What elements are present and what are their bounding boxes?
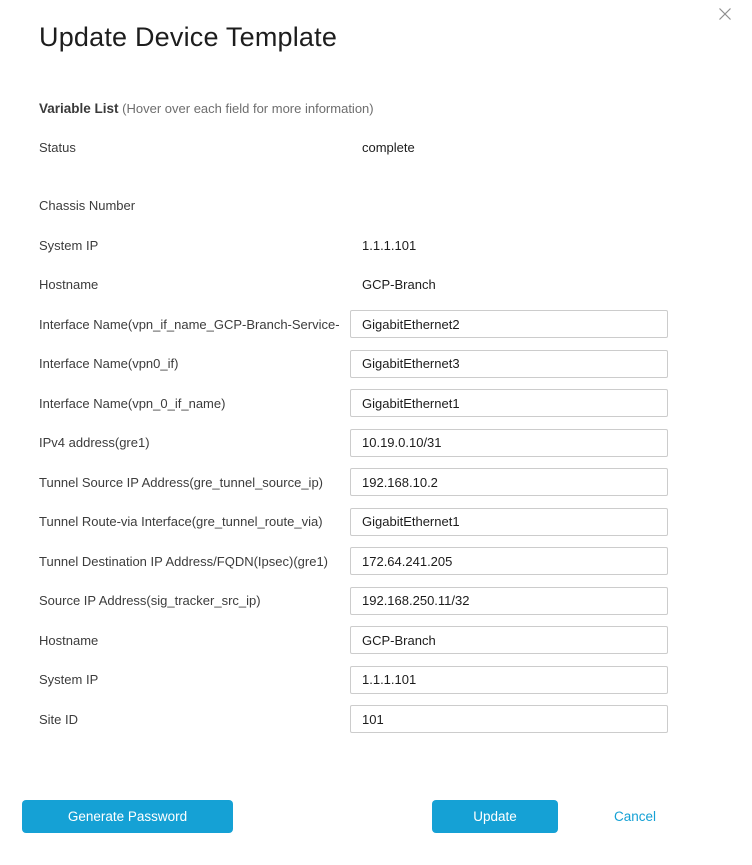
variable-list-header	[39, 100, 668, 117]
field-value: 1.1.1.101	[362, 237, 417, 253]
interface-name-vpn0-if-input[interactable]	[350, 350, 668, 378]
close-button[interactable]	[716, 5, 734, 23]
field-row-system-ip-input	[39, 666, 668, 694]
ipv4-address-gre1-input[interactable]	[350, 429, 668, 457]
field-row-ipv4-address-gre1	[39, 429, 668, 457]
field-label: Source IP Address(sig_tracker_src_ip)	[39, 593, 261, 608]
variable-list-title: Variable List	[39, 101, 119, 116]
field-row-source-ip-tracker	[39, 587, 668, 615]
field-row-interface-name-vpn0-if	[39, 350, 668, 378]
generate-password-button[interactable]: Generate Password	[22, 800, 233, 833]
hostname-input[interactable]	[350, 626, 668, 654]
empty-spacer-row	[39, 173, 668, 192]
source-ip-tracker-input[interactable]	[350, 587, 668, 615]
field-row-site-id	[39, 705, 668, 733]
field-label: Interface Name(vpn_0_if_name)	[39, 395, 226, 411]
tunnel-destination-ip-input[interactable]	[350, 547, 668, 575]
interface-name-service-vpn-input[interactable]	[350, 310, 668, 338]
field-row-chassis-number	[39, 192, 668, 220]
field-label: Tunnel Route-via Interface(gre_tunnel_route_via)	[39, 514, 323, 529]
system-ip-input[interactable]	[350, 666, 668, 694]
field-label: System IP	[39, 672, 99, 687]
field-label: Chassis Number	[39, 198, 136, 213]
field-value: complete	[362, 139, 415, 155]
tunnel-route-via-input[interactable]	[350, 508, 668, 536]
field-label: Tunnel Source IP Address(gre_tunnel_source_ip)	[39, 474, 324, 490]
field-row-tunnel-route-via	[39, 508, 668, 536]
field-row-hostname-input	[39, 626, 668, 654]
field-row-interface-name-vpn-0-if-name	[39, 389, 668, 417]
field-row-tunnel-destination-ip	[39, 547, 668, 575]
field-label: Tunnel Destination IP Address/FQDN(Ipsec)(gre1)	[39, 553, 329, 569]
field-row-system-ip	[39, 231, 668, 259]
field-label: IPv4 address(gre1)	[39, 435, 150, 450]
update-button[interactable]: Update	[432, 800, 558, 833]
field-label: Hostname	[39, 277, 99, 292]
page-title: Update Device Template	[39, 22, 338, 52]
field-label: Hostname	[39, 632, 99, 648]
variable-list-hint: (Hover over each field for more information)	[122, 101, 374, 116]
cancel-link[interactable]: Cancel	[614, 800, 656, 833]
field-label: Site ID	[39, 711, 79, 727]
interface-name-vpn-0-if-name-input[interactable]	[350, 389, 668, 417]
modal-footer	[0, 800, 752, 833]
tunnel-source-ip-input[interactable]	[350, 468, 668, 496]
close-icon	[718, 7, 732, 21]
field-row-tunnel-source-ip	[39, 468, 668, 496]
field-label: Interface Name(vpn_if_name_GCP-Branch-Service-	[39, 316, 340, 332]
field-row-status	[39, 133, 668, 161]
field-label: Interface Name(vpn0_if)	[39, 356, 179, 371]
field-row-hostname	[39, 271, 668, 299]
field-label: Status	[39, 139, 76, 155]
site-id-input[interactable]	[350, 705, 668, 733]
field-row-interface-name-service-vpn	[39, 310, 668, 338]
field-label: System IP	[39, 237, 99, 253]
field-value: GCP-Branch	[362, 277, 436, 292]
